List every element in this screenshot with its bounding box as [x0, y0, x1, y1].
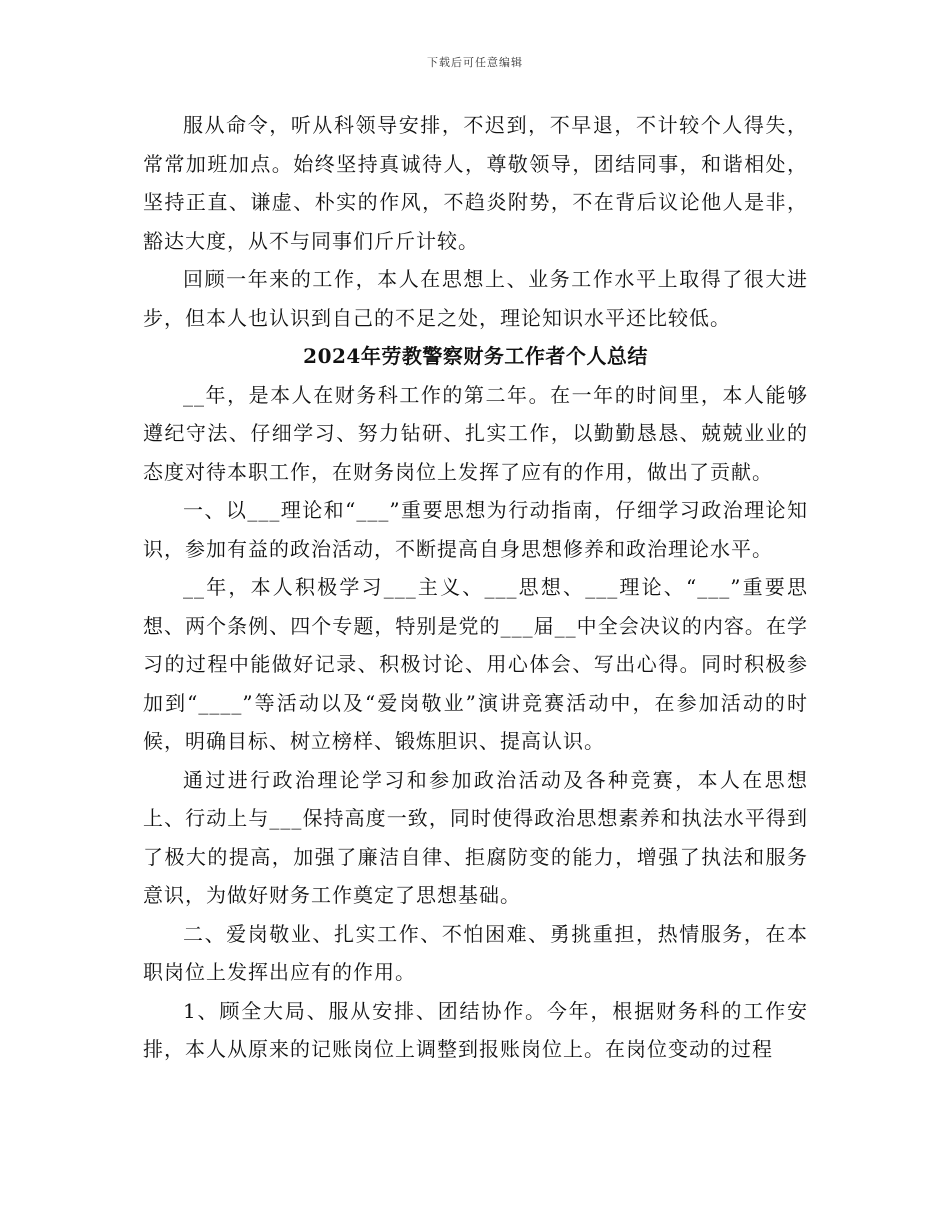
- document-title: 2024年劳教警察财务工作者个人总结: [303, 344, 648, 368]
- document-body: [143, 106, 808, 1069]
- paragraph-2: 回顾一年来的工作，本人在思想上、业务工作水平上取得了很大进步，但本人也认识到自己的不足之处，理论知识水平还比较低。: [143, 267, 808, 330]
- paragraph-6: 通过进行政治理论学习和参加政治活动及各种竞赛，本人在思想上、行动上与___保持高度一致，同时使得政治思想素养和执法水平得到了极大的提高，加强了廉洁自律、拒腐防变的能力，增强了执法和服务意识，为做好财务工作奠定了思想基础。: [143, 767, 808, 907]
- page-header: 下载后可任意编辑: [427, 56, 523, 69]
- paragraph-5: __年，本人积极学习___主义、___思想、___理论、“___”重要思想、两个条例、四个专题，特别是党的___届__中全会决议的内容。在学习的过程中能做好记录、积极讨论、用心体会、写出心得。同时积极参加到“____”等活动以及“爱岗敬业”演讲竞赛活动中，在参加活动的时候，明确目标、树立榜样、锻炼胆识、提高认识。: [143, 575, 808, 753]
- paragraph-4: 一、以___理论和“___”重要思想为行动指南，仔细学习政治理论知识，参加有益的政治活动，不断提高自身思想修养和政治理论水平。: [143, 498, 808, 561]
- paragraph-3: __年，是本人在财务科工作的第二年。在一年的时间里，本人能够遵纪守法、仔细学习、努力钻研、扎实工作，以勤勤恳恳、兢兢业业的态度对待本职工作，在财务岗位上发挥了应有的作用，做出了贡献。: [143, 382, 808, 484]
- paragraph-8: 1、顾全大局、服从安排、团结协作。今年，根据财务科的工作安排，本人从原来的记账岗位上调整到报账岗位上。在岗位变动的过程: [143, 998, 808, 1061]
- paragraph-7: 二、爱岗敬业、扎实工作、不怕困难、勇挑重担，热情服务，在本职岗位上发挥出应有的作用。: [143, 921, 808, 984]
- paragraph-1: 服从命令，听从科领导安排，不迟到，不早退，不计较个人得失，常常加班加点。始终坚持真诚待人，尊敬领导，团结同事，和谐相处，坚持正直、谦虚、朴实的作风，不趋炎附势，不在背后议论他人是非，豁达大度，从不与同事们斤斤计较。: [143, 113, 808, 253]
